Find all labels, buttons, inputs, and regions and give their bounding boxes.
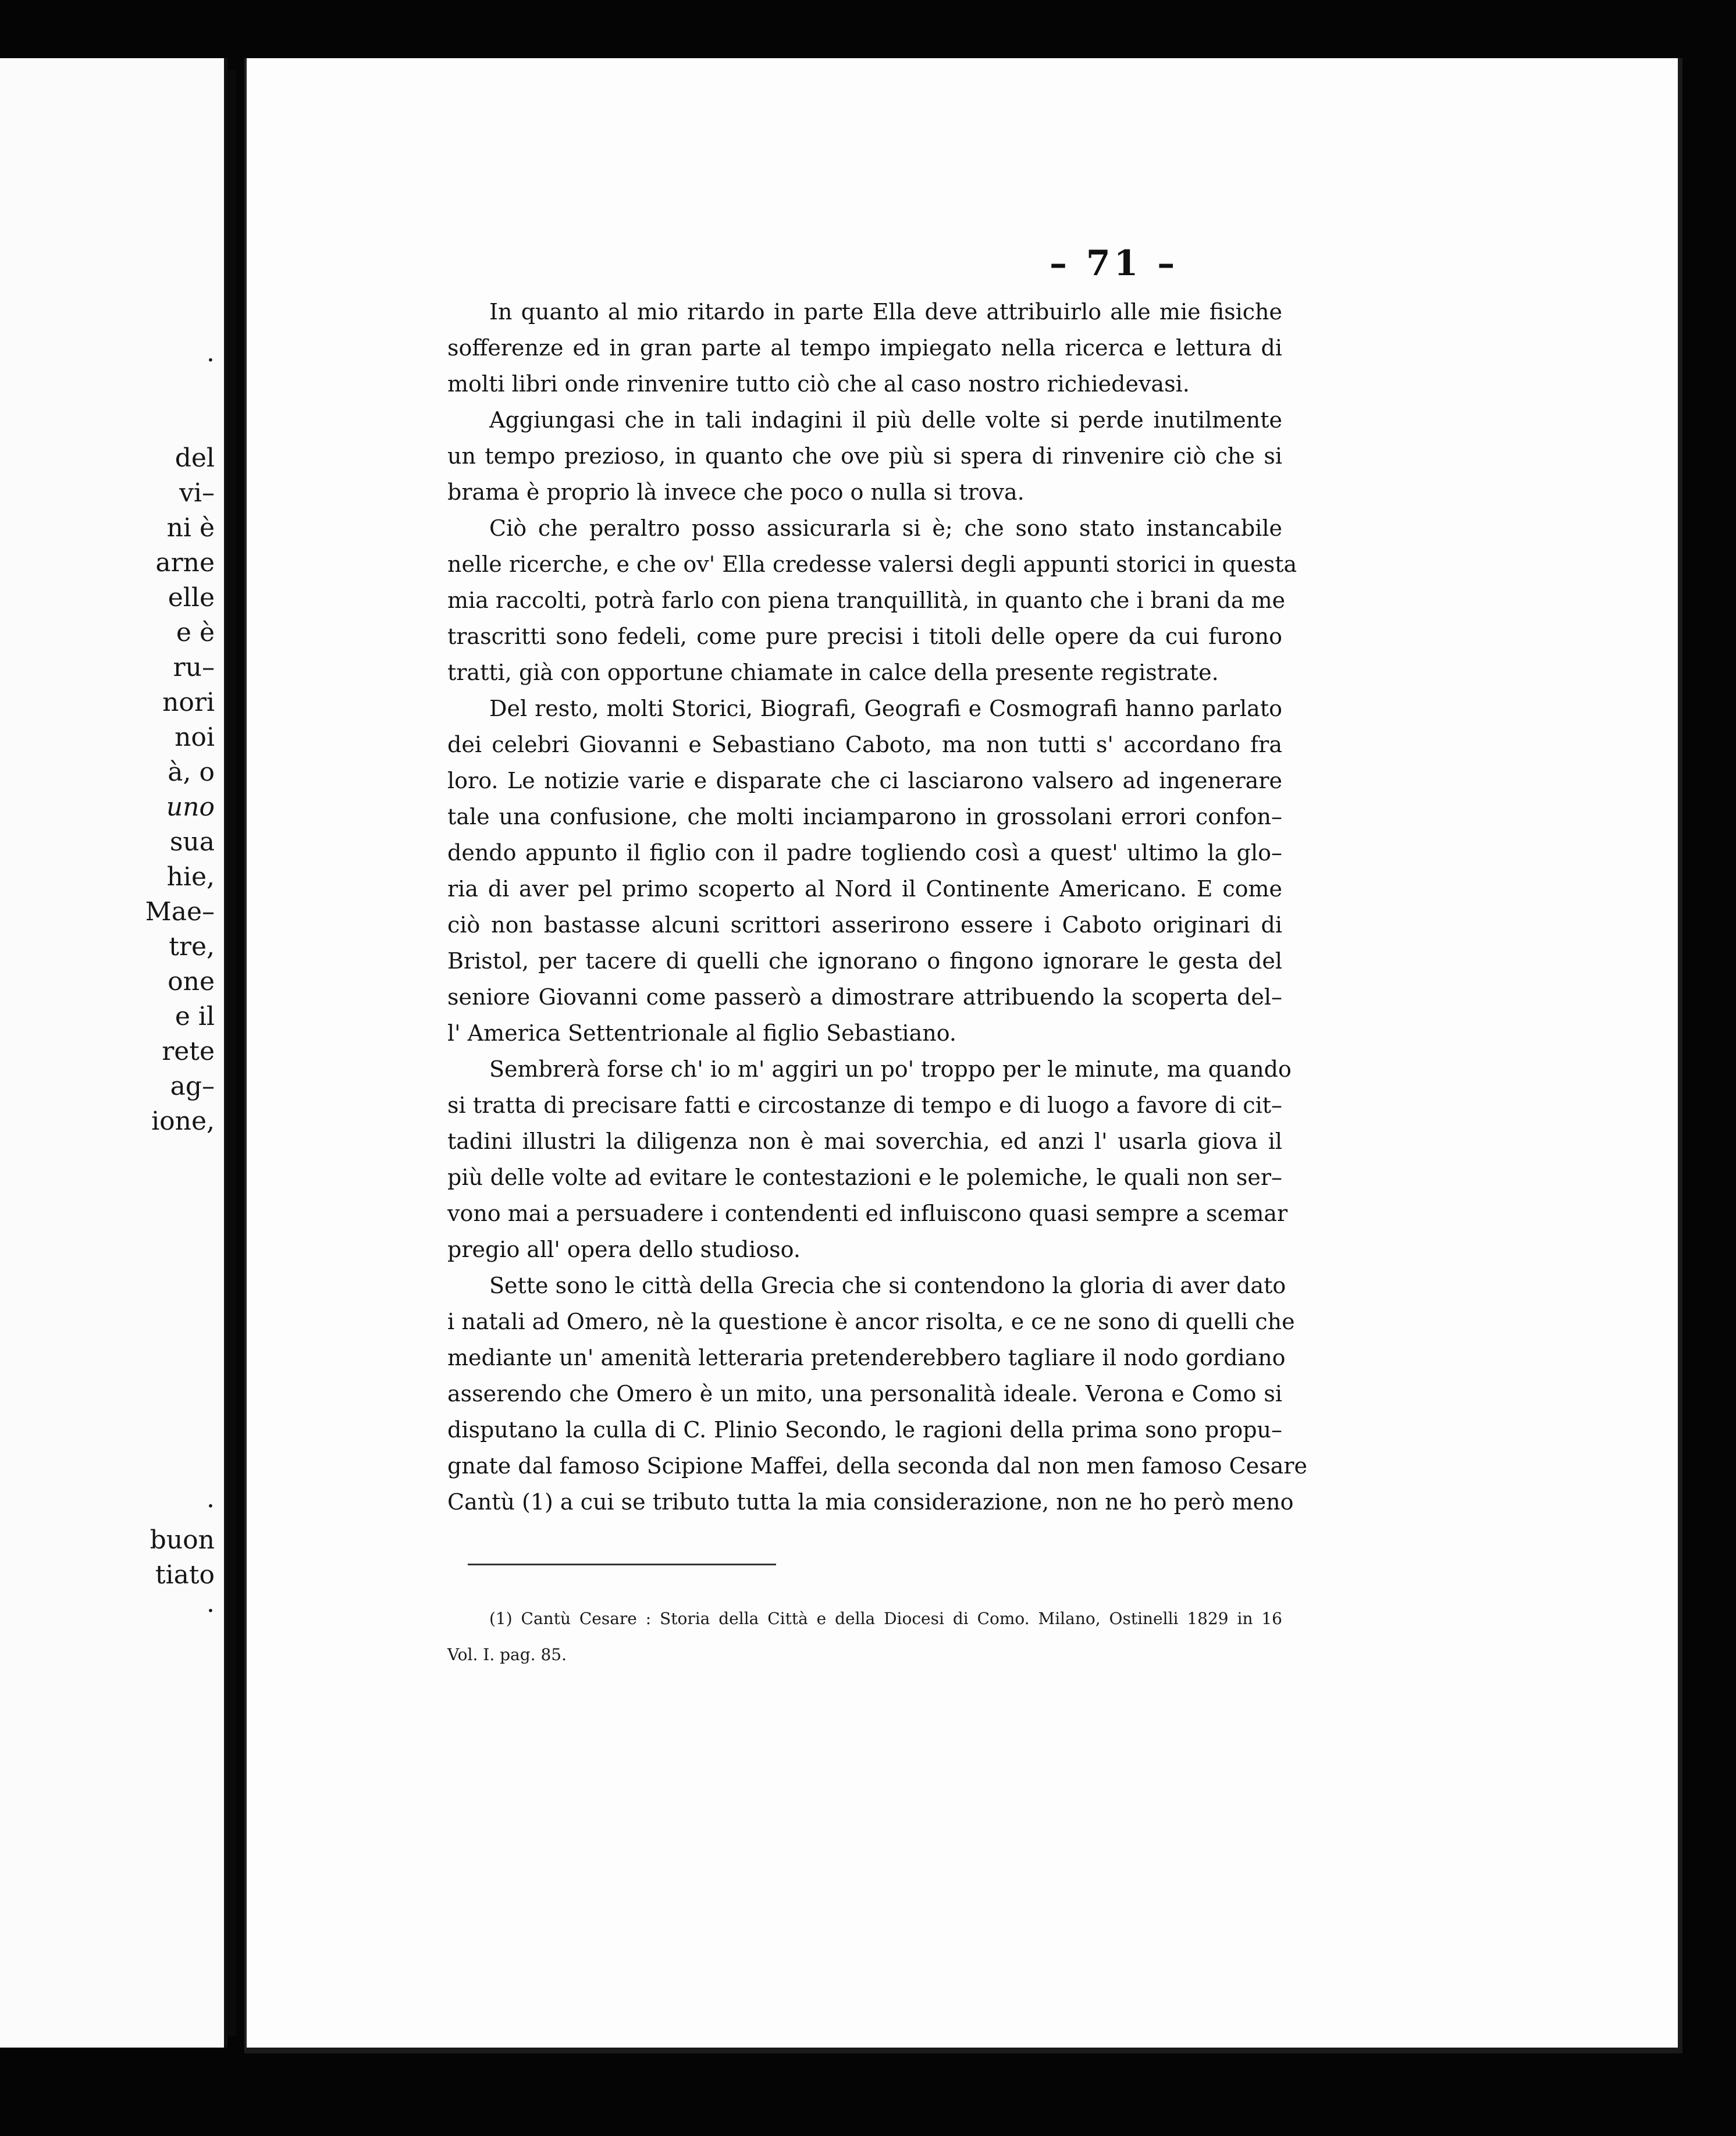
text-line: nelle ricerche, e che ov' Ella credesse valersi degli appunti storici in questa: [447, 551, 1297, 577]
text-line: gnate dal famoso Scipione Maffei, della seconda dal non men famoso Cesare: [447, 1453, 1308, 1479]
paragraph: [447, 294, 1282, 402]
book-page: [244, 58, 1682, 2053]
text-line: Bristol, per tacere di quelli che ignorano o fingono ignorare le gesta del: [447, 948, 1282, 974]
paragraph: [447, 1051, 1292, 1268]
text-line: pregio all' opera dello studioso.: [447, 1237, 801, 1262]
text-line: i natali ad Omero, nè la questione è ancor risolta, e ce ne sono di quelli che: [447, 1309, 1295, 1334]
previous-page-line: ni è: [166, 513, 215, 543]
previous-page-line: uno: [166, 792, 215, 822]
previous-page-line: elle: [168, 583, 215, 613]
footnote-line: (1) Cantù Cesare : Storia della Città e della Diocesi di Como. Milano, Ostinelli 1829 in 16: [489, 1609, 1282, 1628]
previous-page-line: buon: [150, 1525, 215, 1555]
text-line: molti libri onde rinvenire tutto ciò che al caso nostro richiedevasi.: [447, 371, 1190, 397]
text-line: vono mai a persuadere i contendenti ed influiscono quasi sempre a scemar: [447, 1201, 1288, 1226]
text-line: un tempo prezioso, in quanto che ove più si spera di rinvenire ciò che si: [447, 443, 1282, 469]
footnote-divider: [468, 1564, 776, 1565]
text-line: sofferenze ed in gran parte al tempo impiegato nella ricerca e lettura di: [447, 335, 1282, 361]
previous-page-line: noi: [175, 722, 215, 752]
previous-page-line: hie,: [166, 862, 215, 892]
previous-page-line: ·: [207, 1491, 215, 1521]
page-body: [447, 294, 1308, 1520]
previous-page-line: ag–: [170, 1071, 215, 1101]
previous-page-line: one: [168, 967, 215, 996]
text-line: In quanto al mio ritardo in parte Ella deve attribuirlo alle mie fisiche: [489, 299, 1282, 325]
text-line: mia raccolti, potrà farlo con piena tranquillità, in quanto che i brani da me: [447, 588, 1286, 613]
previous-page-line: ·: [207, 346, 215, 375]
previous-page-line: ione,: [151, 1106, 215, 1136]
previous-page-line: Mae–: [145, 897, 215, 927]
paragraph: [447, 402, 1282, 510]
previous-page-line: ·: [207, 1596, 215, 1626]
text-line: dei celebri Giovanni e Sebastiano Caboto, ma non tutti s' accordano fra: [447, 732, 1282, 757]
page-number: – 71 –: [1050, 243, 1179, 284]
text-line: dendo appunto il figlio con il padre togliendo così a quest' ultimo la glo–: [447, 840, 1282, 866]
text-line: Aggiungasi che in tali indagini il più delle volte si perde inutilmente: [489, 407, 1282, 433]
text-line: seniore Giovanni come passerò a dimostrare attribuendo la scoperta del–: [447, 984, 1282, 1010]
text-line: ria di aver pel primo scoperto al Nord il Continente Americano. E come: [447, 876, 1282, 902]
paragraph: [447, 690, 1282, 1051]
previous-page-line: arne: [155, 548, 215, 578]
text-line: asserendo che Omero è un mito, una personalità ideale. Verona e Como si: [447, 1381, 1282, 1407]
text-line: disputano la culla di C. Plinio Secondo, le ragioni della prima sono propu–: [447, 1417, 1282, 1443]
text-line: si tratta di precisare fatti e circostanze di tempo e di luogo a favore di cit–: [447, 1092, 1282, 1118]
previous-page-line: rete: [162, 1037, 215, 1066]
text-line: tadini illustri la diligenza non è mai soverchia, ed anzi l' usarla giova il: [447, 1128, 1282, 1154]
text-line: tale una confusione, che molti inciamparono in grossolani errori confon–: [447, 804, 1282, 830]
text-line: l' America Settentrionale al figlio Sebastiano.: [447, 1020, 956, 1046]
text-line: Ciò che peraltro posso assicurarla si è; che sono stato instancabile: [489, 515, 1282, 541]
previous-page-line: e il: [175, 1002, 215, 1031]
text-line: loro. Le notizie varie e disparate che ci lasciarono valsero ad ingenerare: [447, 768, 1282, 793]
previous-page-line: del: [175, 443, 215, 473]
previous-page-line: ru–: [173, 653, 215, 682]
previous-page-line: à, o: [168, 757, 215, 787]
text-line: più delle volte ad evitare le contestazioni e le polemiche, le quali non ser–: [447, 1165, 1282, 1190]
footnote-line: Vol. I. pag. 85.: [447, 1645, 567, 1664]
previous-page-line: sua: [169, 827, 215, 857]
book-spine: [227, 70, 236, 2036]
previous-page-fragment: [0, 58, 227, 2048]
text-line: trascritti sono fedeli, come pure precisi i titoli delle opere da cui furono: [447, 624, 1282, 649]
previous-page-line: tiato: [155, 1560, 215, 1590]
text-line: Cantù (1) a cui se tributo tutta la mia considerazione, non ne ho però meno: [447, 1489, 1294, 1515]
text-line: Del resto, molti Storici, Biografi, Geografi e Cosmografi hanno parlato: [489, 696, 1282, 721]
previous-page-line: vi–: [179, 478, 215, 508]
text-line: brama è proprio là invece che poco o nulla si trova.: [447, 479, 1024, 505]
previous-page-line: nori: [162, 688, 215, 717]
previous-page-line: tre,: [169, 932, 215, 962]
text-line: tratti, già con opportune chiamate in calce della presente registrate.: [447, 660, 1219, 685]
footnote: [447, 1601, 1282, 1673]
text-line: Sette sono le città della Grecia che si contendono la gloria di aver dato: [489, 1273, 1286, 1298]
previous-page-line: e è: [176, 618, 215, 647]
text-line: ciò non bastasse alcuni scrittori asserirono essere i Caboto originari di: [447, 912, 1282, 938]
paragraph: [447, 510, 1297, 690]
text-line: mediante un' amenità letteraria pretenderebbero tagliare il nodo gordiano: [447, 1345, 1286, 1370]
paragraph: [447, 1268, 1308, 1520]
text-line: Sembrerà forse ch' io m' aggiri un po' troppo per le minute, ma quando: [489, 1056, 1292, 1082]
